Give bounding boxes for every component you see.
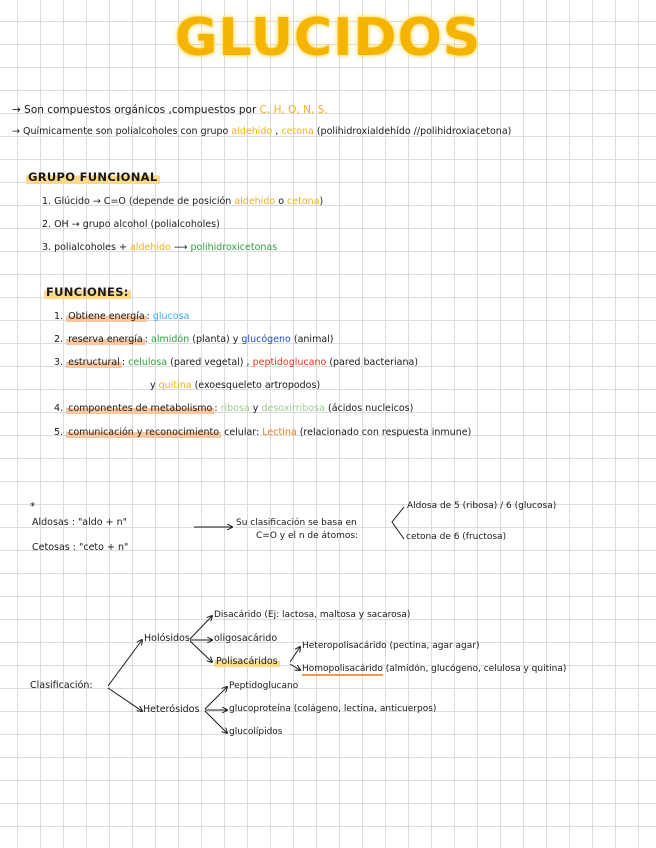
clasif-note-2: C=O y el n de átomos: <box>256 531 359 541</box>
branch-aldosa: Aldosa de 5 (ribosa) / 6 (glucosa) <box>407 501 557 511</box>
aldosas-text: Aldosas : "aldo + n" <box>32 517 128 528</box>
tree-oligosacarido: oligosacárido <box>214 633 278 644</box>
tree-glucolipidos: glucolípidos <box>229 727 283 737</box>
bracket-lines <box>392 507 404 539</box>
tree-branch-line <box>108 640 142 686</box>
tree-peptidoglucano: Peptidoglucano <box>229 681 299 691</box>
funcion-1: 1. Obtiene energía : glucosa <box>54 311 190 322</box>
arrow-icon: → <box>12 104 21 116</box>
tree-disacarido: Disacárido (Ej: lactosa, maltosa y sacarosa) <box>214 610 411 620</box>
grupo-item-1: 1. Glúcido → C=O (depende de posición aldehido o cetona) <box>42 196 324 207</box>
clasif-note-1: Su clasificación se basa en <box>236 518 357 528</box>
tree-heterosidos: Heterósidos <box>143 704 200 715</box>
elements-text: C, H, O, N, S. <box>259 104 328 116</box>
tree-glucoproteina: glucoproteína (colágeno, lectina, anticuerpos) <box>229 704 437 714</box>
star-mark: * <box>30 501 36 513</box>
tree-holosidos: Holósidos <box>144 633 190 644</box>
tree-branch-line <box>108 688 142 711</box>
intro-line-2: → Químicamente son polialcoholes con grupo aldehído , cetona (polihidroxialdehído //polihidroxiacetona) <box>12 126 512 137</box>
arrow-icon: → <box>12 126 20 137</box>
funcion-3-cont: y quitina (exoesqueleto artropodos) <box>150 380 321 391</box>
funcion-4: 4. componentes de metabolismo : ribosa y desoxirribosa (ácidos nucleicos) <box>54 403 414 414</box>
tree-root: Clasificación: <box>30 680 93 691</box>
intro-line-1: → Son compuestos orgánicos ,compuestos por C, H, O, N, S. <box>12 104 328 116</box>
funcion-2: 2. reserva energía : almidón (planta) y glucógeno (animal) <box>54 334 334 345</box>
arrow-icon: ⟶ <box>173 242 188 253</box>
branch-cetona: cetona de 6 (fructosa) <box>406 532 507 542</box>
section-heading-funciones: FUNCIONES: <box>46 285 129 299</box>
funcion-3: 3. estructural : celulosa (pared vegetal) , peptidoglucano (pared bacteriana) <box>54 357 419 368</box>
grupo-item-3: 3. polialcoholes + aldehido ⟶ polihidroxicetonas <box>42 242 278 253</box>
tree-homopolisacarido: Homopolisacárido (almidón, glucógeno, celulosa y quitina) <box>302 664 567 674</box>
funcion-5: 5. comunicación y reconocimiento celular: Lectina (relacionado con respuesta inmune) <box>54 427 472 438</box>
cetosas-text: Cetosas : "ceto + n" <box>32 542 129 553</box>
grupo-item-2: 2. OH → grupo alcohol (polialcoholes) <box>42 219 220 230</box>
tree-heteropolisacarido: Heteropolisacárido (pectina, agar agar) <box>302 641 480 651</box>
tree-polisacaridos: Polisacáridos <box>216 656 278 667</box>
section-heading-grupo-funcional: GRUPO FUNCIONAL <box>28 170 158 184</box>
page-title: GLUCIDOS <box>174 8 482 68</box>
